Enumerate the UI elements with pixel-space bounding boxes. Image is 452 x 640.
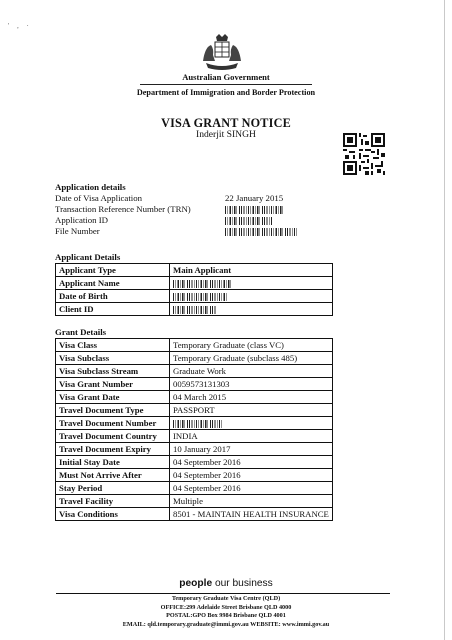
application-row-label: File Number [55,226,100,236]
table-row [56,365,333,378]
table-cell-value: 0059573131303 [170,378,333,391]
government-heading: Australian Government [182,72,270,82]
redacted-file-number [225,226,297,237]
grant-details-heading: Grant Details [55,327,107,337]
table-cell-label: Visa Grant Number [56,378,170,391]
table-cell-value: 10 January 2017 [170,443,333,456]
table-cell-label: Visa Subclass [56,352,170,365]
table-cell-value: 04 September 2016 [170,469,333,482]
table-cell-label: Visa Subclass Stream [56,365,170,378]
coat-of-arms-icon [200,33,244,71]
table-row [56,482,333,495]
table-row [56,404,333,417]
table-row [56,508,333,521]
application-row [55,193,395,204]
table-cell-label: Client ID [56,303,170,316]
table-cell-label: Must Not Arrive After [56,469,170,482]
table-cell-label: Stay Period [56,482,170,495]
application-row-label: Transaction Reference Number (TRN) [55,204,191,214]
table-row [56,303,333,316]
table-cell-value: INDIA [170,430,333,443]
applicant-details-heading: Applicant Details [55,252,121,262]
department-heading: Department of Immigration and Border Protection [136,88,316,97]
table-cell-label: Travel Facility [56,495,170,508]
application-details-heading: Application details [55,182,126,192]
table-row [56,391,333,404]
footer-contact: EMAIL: qld.temporary.graduate@immi.gov.au WEBSITE: www.immi.gov.au [122,621,330,628]
table-row [56,469,333,482]
table-row [56,290,333,303]
table-cell-label: Visa Grant Date [56,391,170,404]
scan-specks: ' , · [8,22,32,30]
redacted-travel-document-number [170,417,333,430]
table-cell-label: Visa Conditions [56,508,170,521]
table-row [56,417,333,430]
qr-code-icon [343,133,385,175]
table-cell-value: Temporary Graduate (subclass 485) [170,352,333,365]
application-row-label: Date of Visa Application [55,193,143,203]
footer-office-address: OFFICE:299 Adelaide Street Brisbane QLD 4000 [160,604,292,611]
redacted-applicant-name [170,277,333,290]
table-row [56,352,333,365]
table-cell-label: Initial Stay Date [56,456,170,469]
table-cell-value: 04 September 2016 [170,482,333,495]
table-cell-label: Travel Document Country [56,430,170,443]
footer-divider [56,593,390,594]
footer-centre-name: Temporary Graduate Visa Centre (QLD) [171,595,281,602]
grant-details-table [55,338,333,521]
application-row-value: 22 January 2015 [225,193,284,203]
table-cell-label: Travel Document Expiry [56,443,170,456]
table-cell-label: Date of Birth [56,290,170,303]
table-cell-label: Travel Document Number [56,417,170,430]
table-cell-value: Main Applicant [170,264,333,277]
header-divider [140,84,312,85]
table-row [56,495,333,508]
table-row [56,456,333,469]
table-cell-value: Temporary Graduate (class VC) [170,339,333,352]
redacted-trn [225,204,285,215]
table-cell-value: 04 March 2015 [170,391,333,404]
table-cell-value: Graduate Work [170,365,333,378]
applicant-details-table [55,263,333,316]
table-cell-value: PASSPORT [170,404,333,417]
notice-title: VISA GRANT NOTICE [161,116,291,130]
redacted-application-id [225,215,273,226]
table-cell-label: Travel Document Type [56,404,170,417]
table-row [56,443,333,456]
application-row-label: Application ID [55,215,109,225]
table-cell-label: Applicant Type [56,264,170,277]
application-row [55,204,395,215]
table-cell-value: Multiple [170,495,333,508]
table-row [56,430,333,443]
table-row [56,264,333,277]
applicant-name-heading: Inderjit SINGH [196,129,256,140]
table-cell-value: 8501 - MAINTAIN HEALTH INSURANCE [170,508,333,521]
table-cell-label: Visa Class [56,339,170,352]
redacted-client-id [170,303,333,316]
table-cell-value: 04 September 2016 [170,456,333,469]
footer-postal-address: POSTAL:GPO Box 9984 Brisbane QLD 4001 [166,612,286,619]
table-row [56,378,333,391]
table-row [56,339,333,352]
footer-brand-bold: people [179,578,213,589]
table-row [56,277,333,290]
footer-brand-rest: our business [212,578,273,589]
table-cell-label: Applicant Name [56,277,170,290]
application-row [55,226,395,237]
application-row [55,215,395,226]
footer-brand [0,578,452,589]
redacted-date-of-birth [170,290,333,303]
